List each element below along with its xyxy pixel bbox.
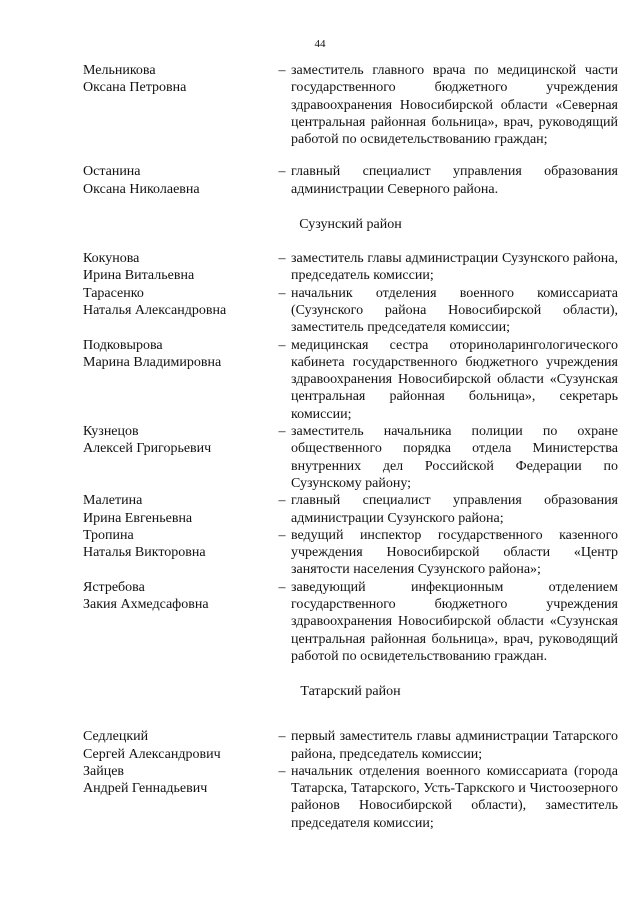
member-entry — [83, 62, 618, 148]
member-entry — [83, 423, 618, 492]
member-name — [83, 579, 273, 665]
member-name — [83, 423, 273, 492]
dash-separator: – — [278, 763, 286, 779]
member-role: медицинская сестра оториноларингологического кабинета государственного бюджетного учреждения здравоохранения Новосибирской области «Сузунская центральная районная больница», секретарь комиссии; — [291, 337, 618, 422]
member-given-names: Ирина Витальевна — [83, 268, 195, 284]
member-entry — [83, 579, 618, 665]
member-entry — [83, 492, 618, 527]
member-surname: Кузнецов — [83, 424, 139, 440]
member-role: заместитель начальника полиции по охране общественного порядка отдела Министерства внутренних дел Российской Федерации по Сузунскому району; — [291, 424, 618, 491]
member-given-names: Андрей Геннадьевич — [83, 781, 208, 797]
member-surname: Ястребова — [83, 579, 145, 595]
member-name — [83, 163, 273, 198]
page-number: 44 — [314, 38, 326, 50]
member-given-names: Алексей Григорьевич — [83, 441, 212, 457]
member-given-names: Наталья Александровна — [83, 302, 227, 318]
member-entry — [83, 763, 618, 832]
member-entry — [83, 250, 618, 285]
member-role: первый заместитель главы администрации Татарского района, председатель комиссии; — [291, 729, 618, 762]
member-given-names: Оксана Николаевна — [83, 181, 200, 197]
dash-separator: – — [278, 527, 286, 543]
dash-separator: – — [278, 251, 286, 267]
dash-separator: – — [278, 337, 286, 353]
member-role: главный специалист управления образования администрации Сузунского района; — [291, 493, 618, 526]
member-surname: Тарасенко — [83, 285, 144, 301]
member-name — [83, 250, 273, 285]
member-name — [83, 62, 273, 148]
member-name — [83, 492, 273, 527]
member-given-names: Сергей Александрович — [83, 746, 221, 762]
member-given-names: Ирина Евгеньевна — [83, 510, 193, 526]
member-given-names: Закия Ахмедсафовна — [83, 597, 209, 613]
dash-separator: – — [278, 729, 286, 745]
member-role: начальник отделения военного комиссариата (города Татарска, Татарского, Усть-Таркского и Чистоозерного районов Новосибирской области), заместитель председателя комиссии; — [291, 763, 618, 831]
member-surname: Подковырова — [83, 337, 163, 353]
dash-separator: – — [278, 493, 286, 509]
member-surname: Кокунова — [83, 251, 140, 267]
dash-separator: – — [278, 424, 286, 440]
member-surname: Седлецкий — [83, 729, 149, 745]
member-entry — [83, 285, 618, 337]
member-name — [83, 527, 273, 579]
dash-separator: – — [278, 63, 286, 78]
section-heading: Сузунский район — [299, 217, 402, 233]
member-name — [83, 763, 273, 832]
member-role: ведущий инспектор государственного казенного учреждения Новосибирской области «Центр занятости населения Сузунского района»; — [291, 527, 618, 578]
member-surname: Мельникова — [83, 63, 156, 78]
member-role: начальник отделения военного комиссариата (Сузунского района Новосибирской области), заместитель председателя комиссии; — [291, 285, 618, 336]
dash-separator: – — [278, 164, 286, 180]
member-surname: Тропина — [83, 527, 134, 543]
member-surname: Останина — [83, 164, 141, 180]
member-entry — [83, 527, 618, 579]
document-body — [83, 62, 618, 832]
member-role: главный специалист управления образования администрации Северного района. — [291, 164, 618, 197]
member-surname: Малетина — [83, 493, 143, 509]
member-name — [83, 728, 273, 763]
member-role: заведующий инфекционным отделением государственного бюджетного учреждения здравоохранения Новосибирской области «Сузунская центральная районная больница», врач, руководящий работой по освидетельствованию граждан. — [291, 579, 618, 664]
member-entry — [83, 337, 618, 423]
member-role: заместитель главного врача по медицинской части государственного бюджетного учреждения здравоохранения Новосибирской области «Северная центральная районная больница», врач, руководящий работой по освидетельствованию граждан; — [291, 63, 618, 148]
member-given-names: Наталья Викторовна — [83, 545, 206, 561]
member-name — [83, 337, 273, 423]
member-role: заместитель главы администрации Сузунского района, председатель комиссии; — [291, 251, 618, 284]
member-entry — [83, 728, 618, 763]
section-heading: Татарский район — [300, 684, 401, 700]
member-given-names: Марина Владимировна — [83, 354, 222, 370]
dash-separator: – — [278, 579, 286, 595]
dash-separator: – — [278, 285, 286, 301]
member-name — [83, 285, 273, 337]
member-entry — [83, 163, 618, 198]
member-surname: Зайцев — [83, 763, 125, 779]
member-given-names: Оксана Петровна — [83, 80, 187, 96]
